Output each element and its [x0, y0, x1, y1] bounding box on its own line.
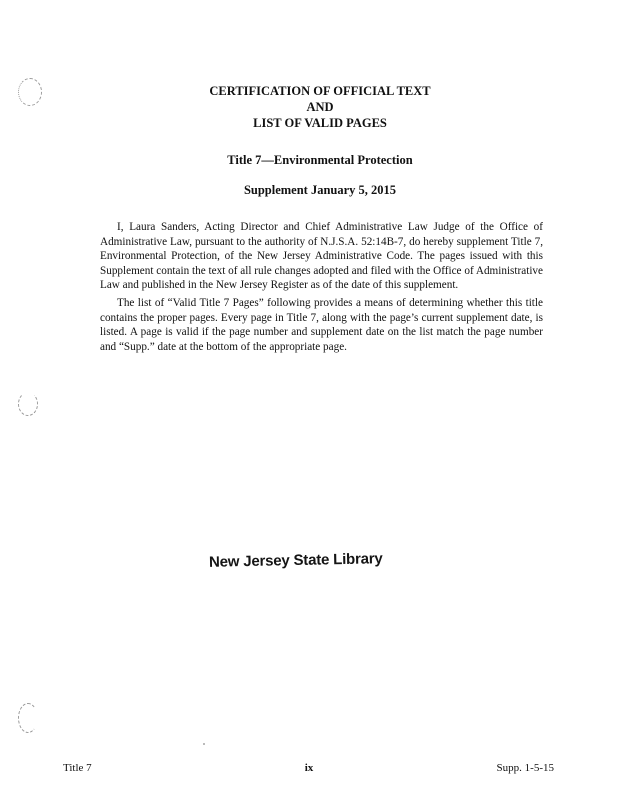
footer-page-number: ix — [304, 762, 314, 774]
title-heading: Title 7—Environmental Protection — [227, 153, 413, 167]
certification-paragraph: I, Laura Sanders, Acting Director and Chief Administrative Law Judge of the Office of Administrative Law, pursuant to the authority of N.J.S.A. 52:14B-7, do hereby supplement Title 7, Environmental Protection, of the New Jersey Administrative Code. The pages issued with this Supplement contain the text of all rule changes adopted and filed with the Office of Administrative Law and published in the New Jersey Register as of the date of this supplement. — [100, 221, 543, 292]
footer-supplement-date: Supp. 1-5-15 — [496, 762, 554, 774]
valid-pages-paragraph: The list of “Valid Title 7 Pages” following provides a means of determining whether this title contains the proper pages. Every page in Title 7, along with the page’s current supplement date, is listed. A page is valid if the page number and supplement date on the list match the page number and “Supp.” date at the bottom of the appropriate page. — [100, 297, 543, 353]
scan-speck — [203, 743, 205, 745]
punch-hole-bottom — [18, 703, 38, 733]
supplement-date-heading: Supplement January 5, 2015 — [243, 183, 397, 197]
certification-heading-line3: LIST OF VALID PAGES — [253, 116, 387, 130]
certification-heading-line2: AND — [306, 100, 334, 114]
punch-hole-top — [18, 78, 42, 106]
certification-heading-line1: CERTIFICATION OF OFFICIAL TEXT — [209, 84, 431, 98]
footer-title: Title 7 — [63, 762, 92, 774]
punch-hole-middle — [18, 392, 38, 416]
library-stamp: New Jersey State Library — [208, 550, 383, 571]
